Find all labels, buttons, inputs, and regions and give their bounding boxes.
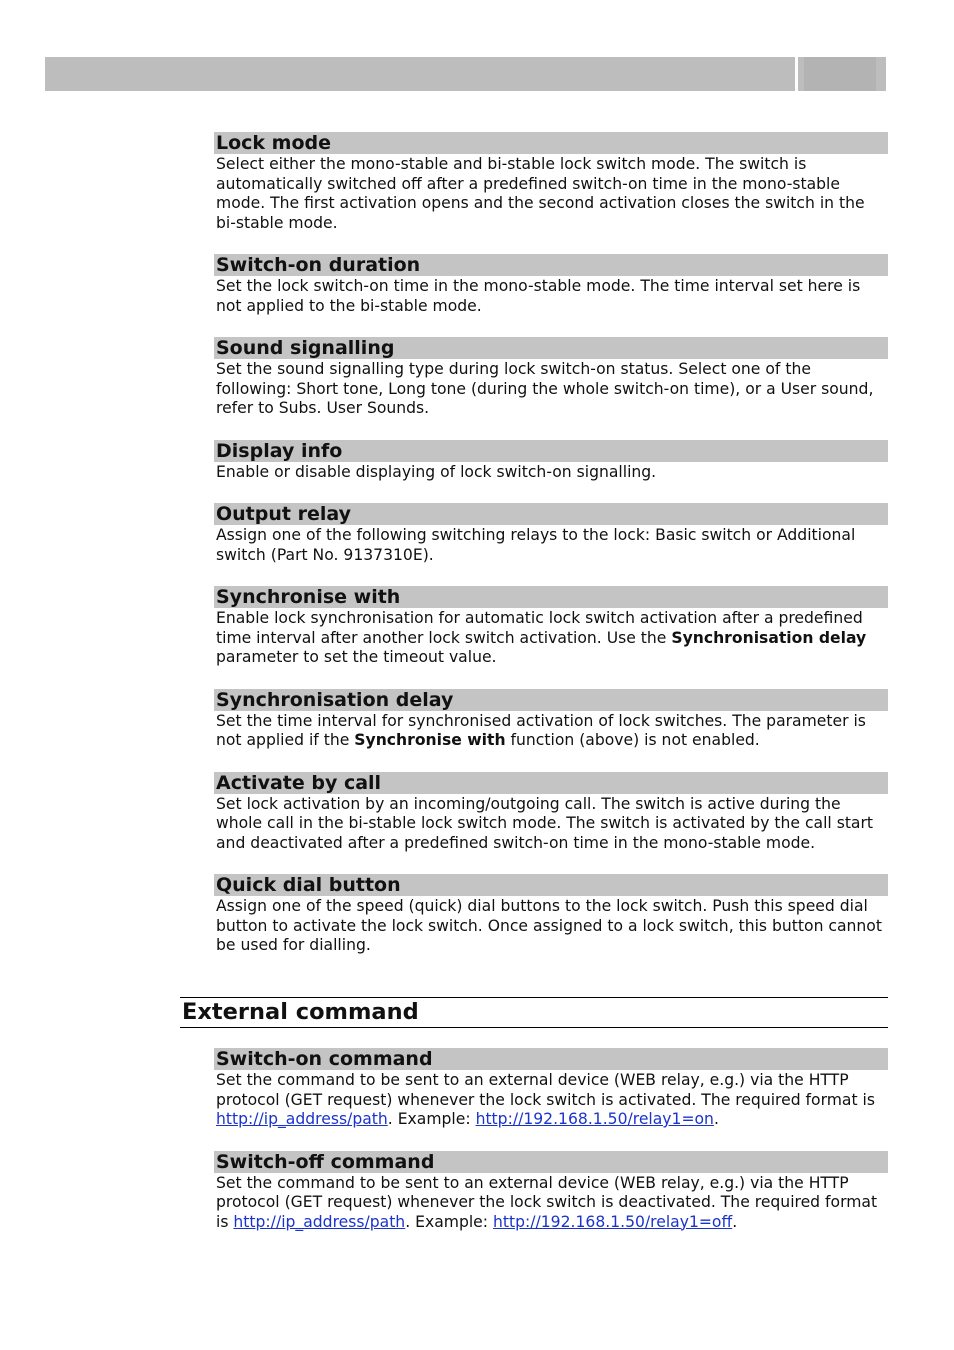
text-part: Set the time interval for synchronised activation of lock switches. The parameter is not applied if the [216, 711, 866, 749]
section-title: Activate by call [214, 772, 888, 794]
section-quick-dial-button [214, 874, 888, 956]
external-command-heading: External command [180, 997, 888, 1028]
section-activate-by-call [214, 772, 888, 854]
text-part: . Example: [405, 1212, 493, 1231]
section-synchronisation-delay [214, 689, 888, 751]
section-title: Quick dial button [214, 874, 888, 896]
section-title: Switch-off command [214, 1151, 888, 1173]
example-link[interactable]: http://192.168.1.50/relay1=on [475, 1110, 714, 1128]
section-output-relay [214, 503, 888, 565]
format-link[interactable]: http://ip_address/path [233, 1212, 406, 1231]
section-text: Select either the mono-stable and bi-stable lock switch mode. The switch is automatically switched off after a predefined switch-on time in the mono-stable mode. The first activation opens and the second activation closes the switch in the bi-stable mode. [216, 155, 865, 232]
section-text: Set the sound signalling type during lock switch-on status. Select one of the following: Short tone, Long tone (during the whole switch-on time), or a User sound, refer to Subs. User Sounds. [216, 360, 874, 417]
header-tab-inner [804, 57, 876, 91]
section-text [216, 712, 888, 751]
section-switch-off-command [214, 1151, 888, 1233]
text-part: Set the command to be sent to an external device (WEB relay, e.g.) via the HTTP protocol (GET request) whenever the lock switch is activated. The required format is [216, 1071, 875, 1109]
text-part: . [732, 1212, 738, 1231]
section-text [216, 609, 888, 668]
section-title: Synchronisation delay [214, 689, 888, 711]
section-title: Output relay [214, 503, 888, 525]
header-tab [798, 57, 886, 91]
section-text [216, 1174, 888, 1233]
section-title: Display info [214, 440, 888, 462]
external-command-list [214, 1048, 888, 1232]
text-part: Enable lock synchronisation for automatic lock switch activation after a predefined time interval after another lock switch activation. Use the [216, 609, 863, 647]
section-text: Set lock activation by an incoming/outgoing call. The switch is active during the whole call in the bi-stable lock switch mode. The switch is activated by the call start and deactivated after a predefined switch-on time in the mono-stable mode. [216, 794, 874, 852]
section-text: Assign one of the speed (quick) dial buttons to the lock switch. Push this speed dial button to activate the lock switch. Once assigned to a lock switch, this button cannot be used for dialling. [216, 897, 882, 954]
section-switch-on-command [214, 1048, 888, 1130]
section-synchronise-with [214, 586, 888, 668]
header-bar [45, 57, 795, 91]
text-part: . [713, 1110, 719, 1128]
section-title: Sound signalling [214, 337, 888, 359]
section-text [216, 1071, 888, 1130]
section-title: Lock mode [214, 132, 888, 154]
format-link[interactable]: http://ip_address/path [216, 1110, 388, 1128]
text-part: . Example: [387, 1110, 476, 1128]
parameter-list [214, 132, 888, 956]
section-sound-signalling [214, 337, 888, 419]
section-title: Synchronise with [214, 586, 888, 608]
example-link[interactable]: http://192.168.1.50/relay1=off [492, 1212, 733, 1231]
text-part: Set the command to be sent to an external device (WEB relay, e.g.) via the HTTP protocol (GET request) whenever the lock switch is deactivated. The required format is [216, 1173, 878, 1231]
section-switch-on-duration [214, 254, 888, 316]
section-text: Assign one of the following switching relays to the lock: Basic switch or Additional switch (Part No. 9137310E). [216, 526, 856, 564]
section-lock-mode [214, 132, 888, 233]
bold-term: Synchronise with [354, 731, 506, 749]
section-title: Switch-on duration [214, 254, 888, 276]
bold-term: Synchronisation delay [671, 628, 867, 647]
text-part: parameter to set the timeout value. [216, 648, 497, 666]
section-text: Enable or disable displaying of lock switch-on signalling. [216, 462, 657, 481]
section-text: Set the lock switch-on time in the mono-stable mode. The time interval set here is not applied to the bi-stable mode. [216, 277, 861, 315]
section-title: Switch-on command [214, 1048, 888, 1070]
text-part: function (above) is not enabled. [505, 731, 760, 749]
external-command-heading-block [180, 997, 888, 1028]
section-display-info [214, 440, 888, 483]
